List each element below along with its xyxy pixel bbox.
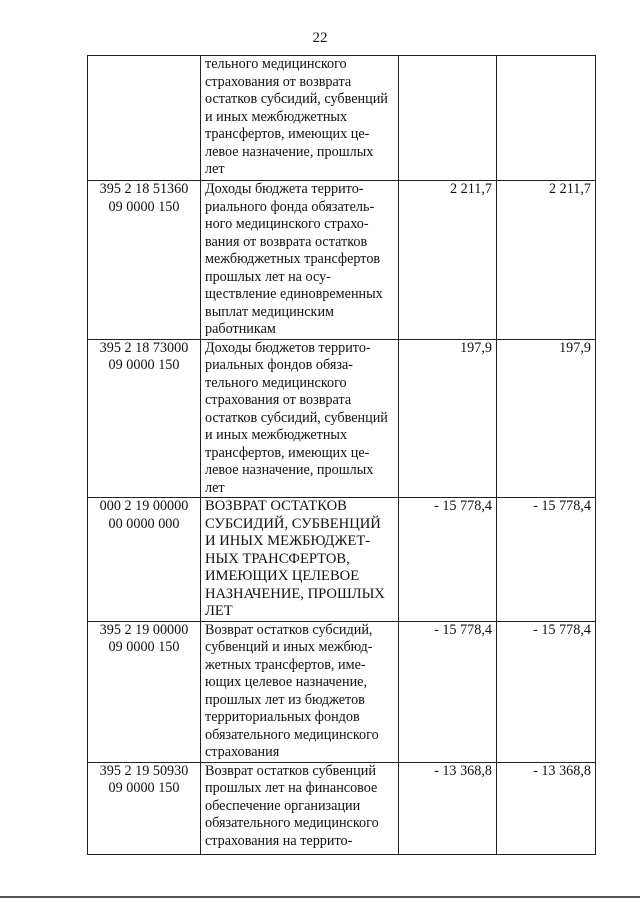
budget-table: [87, 55, 596, 855]
row-sum-1: - 13 368,8: [399, 762, 497, 854]
row-name: Возврат остатков субсидий, субвенций и иных межбюджетных трансфертов, имеющих целевое назначение, прошлых лет из бюджетов территориальных фондов обязательного медицинского страхования: [201, 621, 399, 762]
row-sum-2: 197,9: [497, 339, 596, 498]
row-sum-1: - 15 778,4: [399, 621, 497, 762]
row-code: 395 2 18 73000 09 0000 150: [88, 339, 201, 498]
row-sum-2: - 15 778,4: [497, 498, 596, 622]
table-row: [88, 621, 596, 762]
row-sum-1: 2 211,7: [399, 181, 497, 340]
row-sum-2: - 13 368,8: [497, 762, 596, 854]
row-name: Доходы бюджетов территориальных фондов обязательного медицинского страхования от возврата остатков субсидий, субвенций и иных межбюджетных трансфертов, имеющих целевое назначение, прошлых лет: [201, 339, 399, 498]
row-sum-2: [497, 56, 596, 181]
row-name: Возврат остатков субвенций прошлых лет на финансовое обеспечение организации обязательного медицинского страхования на террито-: [201, 762, 399, 854]
row-code: [88, 56, 201, 181]
row-sum-2: 2 211,7: [497, 181, 596, 340]
row-sum-1: [399, 56, 497, 181]
row-sum-1: - 15 778,4: [399, 498, 497, 622]
row-name: Доходы бюджета территориального фонда обязательного медицинского страхования от возврата остатков межбюджетных трансфертов прошлых лет на осуществление единовременных выплат медицинским работникам: [201, 181, 399, 340]
row-name: тельного медицинского страхования от возврата остатков субсидий, субвенций и иных межбюджетных трансфертов, имеющих целевое назначение, прошлых лет: [201, 56, 399, 181]
row-sum-2: - 15 778,4: [497, 621, 596, 762]
row-name: ВОЗВРАТ ОСТАТКОВ СУБСИДИЙ, СУБВЕНЦИЙ И ИНЫХ МЕЖБЮДЖЕТНЫХ ТРАНСФЕРТОВ, ИМЕЮЩИХ ЦЕЛЕВОЕ НАЗНАЧЕНИЕ, ПРОШЛЫХ ЛЕТ: [201, 498, 399, 622]
row-code: 000 2 19 00000 00 0000 000: [88, 498, 201, 622]
row-code: 395 2 18 51360 09 0000 150: [88, 181, 201, 340]
row-code: 395 2 19 50930 09 0000 150: [88, 762, 201, 854]
scan-bottom-edge: [0, 896, 640, 898]
row-code: 395 2 19 00000 09 0000 150: [88, 621, 201, 762]
table-row: [88, 498, 596, 622]
page-number: 22: [312, 30, 328, 46]
table-row: [88, 339, 596, 498]
table-row: [88, 762, 596, 854]
table-row: [88, 181, 596, 340]
table-row: [88, 56, 596, 181]
row-sum-1: 197,9: [399, 339, 497, 498]
